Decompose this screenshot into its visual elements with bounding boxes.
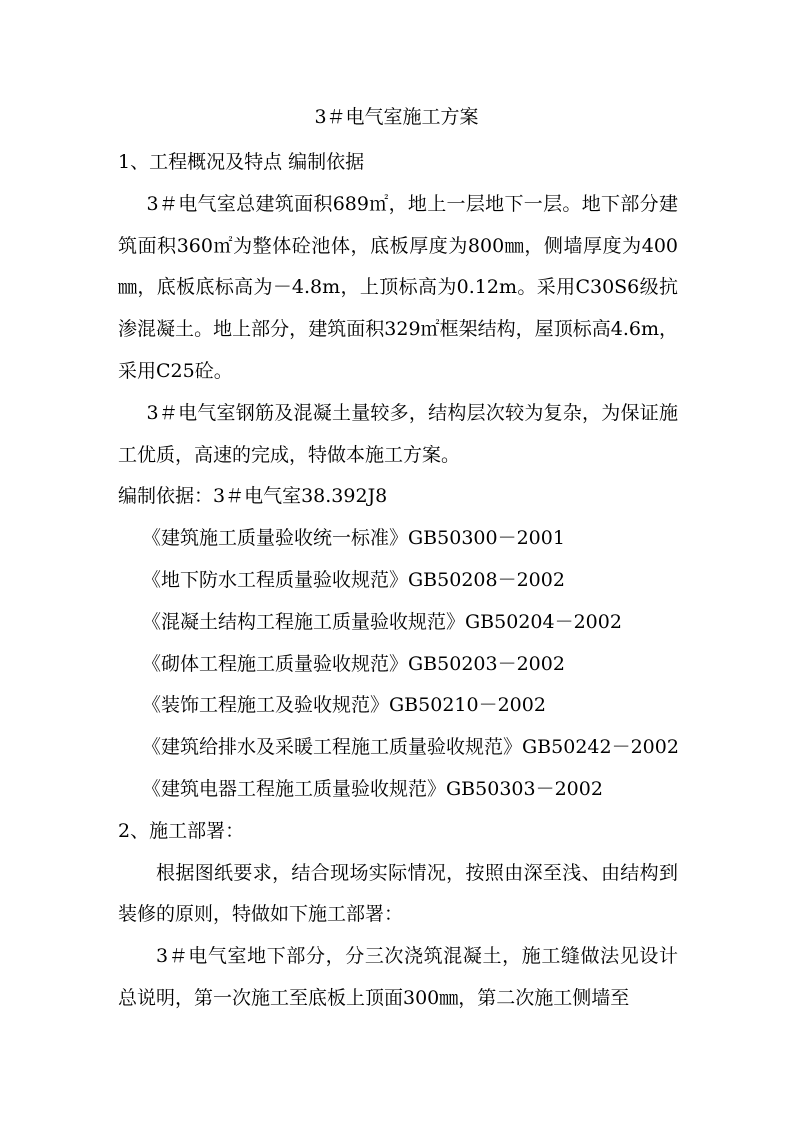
reference-item: 《建筑给排水及采暖工程施工质量验收规范》GB50242－2002	[142, 736, 679, 759]
reference-list	[118, 518, 678, 811]
basis-label: 编制依据：3＃电气室38.392J8	[118, 485, 388, 508]
reference-item: 《建筑施工质量验收统一标准》GB50300－2001	[142, 527, 565, 550]
section-2-heading: 2、施工部署：	[118, 819, 245, 842]
section-2-paragraph-2: 3＃电气室地下部分，分三次浇筑混凝土，施工缝做法见设计总说明，第一次施工至底板上顶面300㎜，第二次施工侧墙至	[118, 945, 678, 1009]
section-1-heading: 1、工程概况及特点 编制依据	[118, 151, 365, 173]
reference-item: 《地下防水工程质量验收规范》GB50208－2002	[142, 568, 565, 591]
section-2-paragraph-1: 根据图纸要求，结合现场实际情况，按照由深至浅、由结构到装修的原则，特做如下施工部署：	[118, 861, 678, 926]
reference-item: 《砌体工程施工质量验收规范》GB50203－2002	[142, 652, 565, 675]
document-body	[118, 142, 678, 1020]
section-1-paragraph-1: 3＃电气室总建筑面积689㎡，地上一层地下一层。地下部分建筑面积360㎡为整体砼池体，底板厚度为800㎜，侧墙厚度为400㎜，底板底标高为－4.8m，上顶标高为0.12m。采用C30S6级抗渗混凝土。地上部分，建筑面积329㎡框架结构，屋顶标高4.6m，采用C25砼。	[118, 192, 678, 382]
reference-item: 《装饰工程施工及验收规范》GB50210－2002	[142, 694, 546, 717]
reference-item: 《建筑电器工程施工质量验收规范》GB50303－2002	[142, 777, 603, 800]
section-1-paragraph-2: 3＃电气室钢筋及混凝土量较多，结构层次较为复杂，为保证施工优质，高速的完成，特做本施工方案。	[118, 401, 678, 466]
document-title: 3＃电气室施工方案	[314, 106, 479, 128]
reference-item: 《混凝土结构工程施工质量验收规范》GB50204－2002	[142, 610, 622, 633]
